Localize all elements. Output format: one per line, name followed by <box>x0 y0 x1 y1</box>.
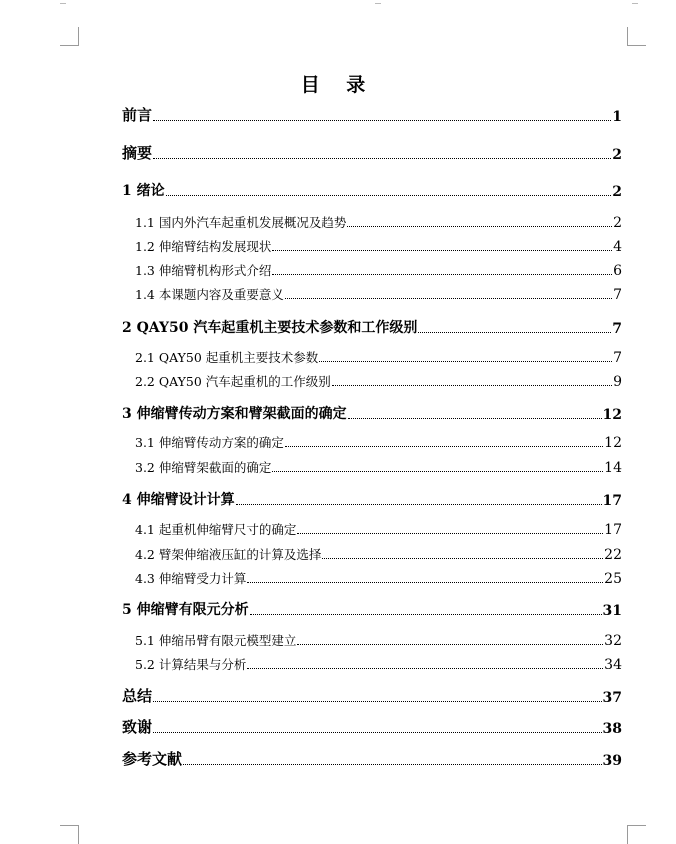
toc-entry[interactable] <box>135 213 622 231</box>
dot-leader <box>183 763 602 765</box>
toc-entry[interactable] <box>135 569 622 587</box>
toc-entry-page-number: 39 <box>602 753 622 769</box>
toc-entry-page-number: 17 <box>604 522 622 538</box>
dot-leader <box>236 503 602 505</box>
toc-entry-label: 4.2 臂架伸缩液压缸的计算及选择 <box>135 547 322 562</box>
dot-leader <box>348 417 602 419</box>
toc-entry-page-number: 2 <box>612 184 622 200</box>
toc-entry-page-number: 12 <box>604 435 622 451</box>
toc-entry-label: 前言 <box>122 106 153 124</box>
toc-entry[interactable] <box>135 285 622 303</box>
toc-entry-label: 5.1 伸缩吊臂有限元模型建立 <box>135 633 297 648</box>
toc-entry-page-number: 22 <box>604 547 622 563</box>
toc-entry-page-number: 6 <box>613 263 622 279</box>
toc-entry[interactable] <box>122 599 622 619</box>
toc-entry-label: 参考文献 <box>122 750 183 768</box>
ruler-tick <box>375 0 381 4</box>
toc-entry-label: 3.2 伸缩臂架截面的确定 <box>135 460 272 475</box>
toc-entry-page-number: 31 <box>602 603 622 619</box>
toc-entry[interactable] <box>135 261 622 279</box>
ruler-tick <box>632 0 638 4</box>
ruler-tick <box>60 0 66 4</box>
toc-entry-label: 4 伸缩臂设计计算 <box>122 492 235 508</box>
crop-mark-bottom-right <box>627 825 646 844</box>
dot-leader <box>153 119 611 121</box>
crop-mark-bottom-left <box>60 825 79 844</box>
dot-leader <box>322 557 603 559</box>
dot-leader <box>250 613 602 615</box>
toc-entry[interactable] <box>135 545 622 563</box>
toc-entry-page-number: 14 <box>604 460 622 476</box>
dot-leader <box>153 157 611 159</box>
toc-entry-page-number: 2 <box>613 215 622 231</box>
dot-leader <box>247 667 603 669</box>
toc-entry[interactable] <box>122 142 622 163</box>
toc-entry-label: 1 绪论 <box>122 183 165 199</box>
toc-entry[interactable] <box>135 631 622 649</box>
toc-entry-page-number: 17 <box>602 493 622 509</box>
toc-entry[interactable] <box>122 104 622 125</box>
toc-entry-label: 2.1 QAY50 起重机主要技术参数 <box>135 350 319 365</box>
toc-entry[interactable] <box>122 489 622 509</box>
toc-entry-page-number: 37 <box>602 690 622 706</box>
toc-entry[interactable] <box>122 685 622 706</box>
toc-entry-label: 2 QAY50 汽车起重机主要技术参数和工作级别 <box>122 320 418 336</box>
page-title: 目 录 <box>300 74 376 96</box>
toc-entry[interactable] <box>122 748 622 769</box>
toc-entry-page-number: 34 <box>604 657 622 673</box>
crop-mark-top-right <box>627 27 646 46</box>
dot-leader <box>285 445 603 447</box>
dot-leader <box>272 249 612 251</box>
toc-entry-page-number: 7 <box>613 350 622 366</box>
toc-entry[interactable] <box>122 716 622 737</box>
toc-entry-page-number: 9 <box>613 374 622 390</box>
toc-entry-page-number: 7 <box>612 321 622 337</box>
toc-entry[interactable] <box>135 520 622 538</box>
toc-entry-label: 1.2 伸缩臂结构发展现状 <box>135 239 272 254</box>
toc-entry[interactable] <box>122 180 622 200</box>
toc-entry-page-number: 25 <box>604 571 622 587</box>
dot-leader <box>347 225 612 227</box>
toc-entry-label: 摘要 <box>122 144 153 162</box>
toc-entry[interactable] <box>122 403 622 423</box>
dot-leader <box>153 731 602 733</box>
toc-entry-label: 5.2 计算结果与分析 <box>135 657 247 672</box>
dot-leader <box>297 643 603 645</box>
dot-leader <box>166 194 612 196</box>
dot-leader <box>297 532 603 534</box>
dot-leader <box>285 297 612 299</box>
toc-entry[interactable] <box>135 237 622 255</box>
toc-entry-label: 3.1 伸缩臂传动方案的确定 <box>135 435 284 450</box>
crop-mark-top-left <box>60 27 79 46</box>
toc-entry[interactable] <box>135 655 622 673</box>
dot-leader <box>272 470 603 472</box>
toc-entry-page-number: 7 <box>613 287 622 303</box>
toc-entry-page-number: 12 <box>602 407 622 423</box>
toc-entry-label: 3 伸缩臂传动方案和臂架截面的确定 <box>122 406 347 422</box>
toc-entry-label: 2.2 QAY50 汽车起重机的工作级别 <box>135 374 331 389</box>
toc-entry-page-number: 32 <box>604 633 622 649</box>
dot-leader <box>319 360 612 362</box>
toc-entry[interactable] <box>135 433 622 451</box>
toc-entry-label: 1.3 伸缩臂机构形式介绍 <box>135 263 272 278</box>
dot-leader <box>247 581 603 583</box>
toc-entry-label: 4.3 伸缩臂受力计算 <box>135 571 247 586</box>
toc-entry-label: 1.4 本课题内容及重要意义 <box>135 287 284 302</box>
toc-entry-label: 总结 <box>122 687 153 705</box>
dot-leader <box>332 384 612 386</box>
toc-entry-page-number: 2 <box>612 147 622 163</box>
toc-entry-label: 4.1 起重机伸缩臂尺寸的确定 <box>135 522 297 537</box>
toc-entry-label: 1.1 国内外汽车起重机发展概况及趋势 <box>135 215 347 230</box>
toc-entry-page-number: 38 <box>602 721 622 737</box>
toc-entry[interactable] <box>135 372 622 390</box>
toc-entry[interactable] <box>122 317 622 337</box>
dot-leader <box>272 273 612 275</box>
dot-leader <box>153 700 602 702</box>
toc-entry-page-number: 4 <box>613 239 622 255</box>
toc-entry[interactable] <box>135 348 622 366</box>
toc-entry[interactable] <box>135 458 622 476</box>
dot-leader <box>418 331 611 333</box>
toc-entry-page-number: 1 <box>612 109 622 125</box>
toc-entry-label: 5 伸缩臂有限元分析 <box>122 602 249 618</box>
toc-entry-label: 致谢 <box>122 718 153 736</box>
